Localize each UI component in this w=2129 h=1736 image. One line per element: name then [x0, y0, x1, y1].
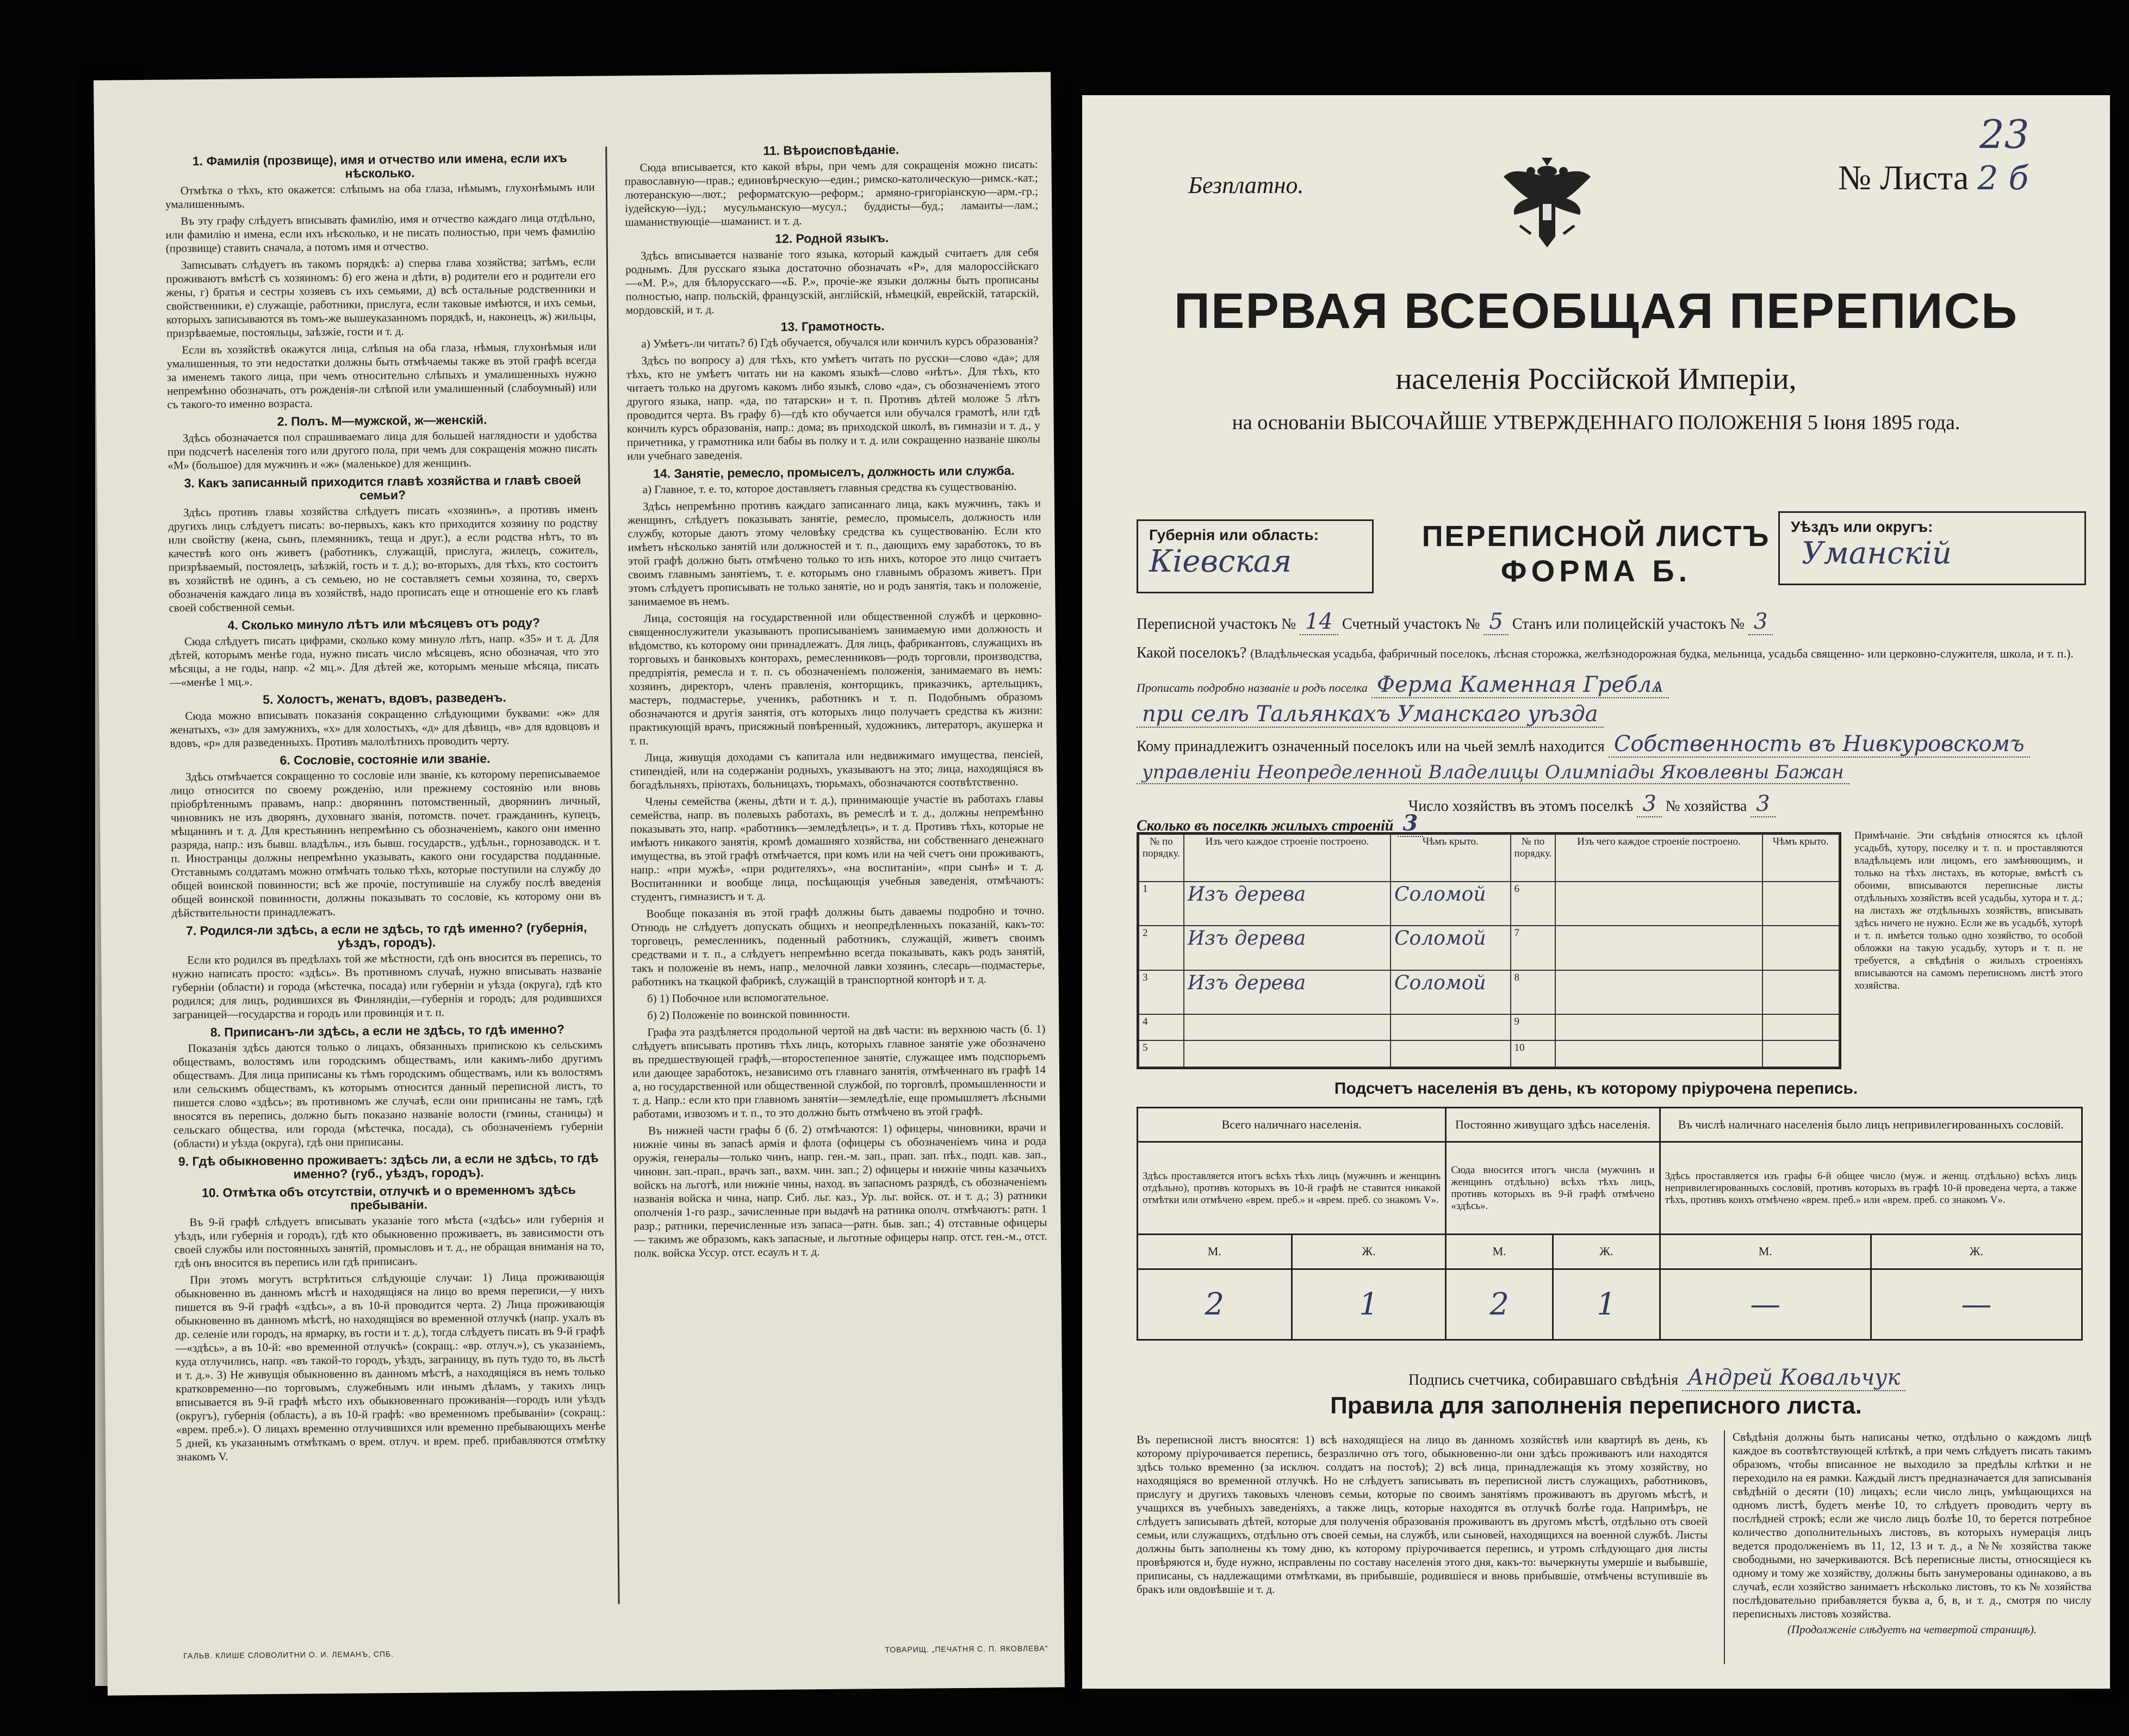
section-paragraph: При этомъ могутъ встрѣтиться слѣдующіе случаи: 1) Лица проживающія обыкновенно въ данномъ мѣстѣ и находящіяся на лицо во время переписи,—у нихъ пишется въ 9-й графѣ «здѣсь», а въ 10-й проводится черта. 2) Лица проживающія обыкновенно въ данномъ мѣстѣ, но находящіяся во временной отлучкѣ (напр. ухалъ въ др. селеніе или городъ, на ярмарку, въ гости и т. д.), тогда слѣдуетъ писать въ 9-й графѣ—«здѣсь», а въ 10-й: «во временной отлучкѣ» (сокращ.: «вр. отлуч.»), съ указаніемъ, куда отлучились, напр. «въ такой-то городъ, уѣздъ, заграницу, въ путь тудо то, въ льстѣ и т. д.». 3) Не живущія обыкновенно въ данномъ мѣстѣ, а находящіяся въ немъ только кратковременно—по торговымъ, служебнымъ или инымъ дѣламъ, у такихъ лицъ вписывается въ 9-й графѣ мѣсто ихъ обыкновеннаго проживанія—городъ или уѣздъ (округъ), губернія (область), а въ 10-й графѣ: «во временномъ пребываніи» (сокращ.: «врем. преб.»). О лицахъ временно отлучившихся или временно пребывающихъ менѣе 5 дней, къ указаннымъ отмѣткамъ о врем. отлуч. и врем. преб. прибавляются отмѣтку знакомъ V.: [175, 1269, 606, 1464]
section-heading: 12. Родной языкъ.: [774, 230, 889, 246]
section-paragraph: Здѣсь обозначается пол спрашиваемаго лица для большей наглядности и удобства при подсчетѣ населенія того или другого пола, при чемъ для сокращенія можно писать «М» (большое) для мужчинъ и «ж» (маленькое) для женщинъ.: [167, 427, 598, 472]
count-nonpriv-f: —: [1871, 1269, 2082, 1340]
owner-label: Кому принадлежитъ означенный поселокъ или на чьей землѣ находится: [1137, 738, 1605, 755]
sex-f-1: Ж.: [1292, 1235, 1446, 1269]
section-heading: 11. Вѣроисповѣданіе.: [763, 142, 899, 158]
building-row: [1139, 1040, 1839, 1067]
sex-m-2: М.: [1446, 1235, 1553, 1269]
section-heading: 5. Холостъ, женатъ, вдовъ, разведенъ.: [263, 690, 506, 707]
count-district-value: 5: [1484, 609, 1508, 635]
section-paragraph: Здѣсь вписывается названіе того языка, который каждый считаетъ для себя роднымъ. Для русскаго языка достаточно обозначать «Р», для малороссійскаго—«М. Р.», для бѣлорусскаго—«Б. Р.», прочіе-же языки должны быть прописаны полностью, напр. польскій, французскій, англійскій, нѣмецкій, еврейскій, татарскій, мордовскій, и т. д.: [625, 245, 1039, 317]
building-material: [1555, 970, 1762, 1014]
section-paragraph: Здѣсь по вопросу а) для тѣхъ, кто умѣетъ читать по русски—слово «да»; для тѣхъ, кто не умѣетъ читать ни на какомъ языкѣ—слово «нѣтъ». Для тѣхъ, кто читаетъ только на другомъ какомъ либо языкѣ, слово «да», съ обозначеніемъ этого другого языка, напр. «да, по татарски» и т. п. Противъ дѣтей моложе 5 лѣтъ проводится черта. Въ графу б)—гдѣ кто обучается или обучался грамотѣ, или гдѣ кончилъ курсъ образованія, напр.: дома; въ приходской школѣ, въ гимназіи и т. д., у причетника, у грамотника или бабы въ полку и т. д. или сокращенно названіе школы или учебнаго заведенія.: [626, 350, 1040, 463]
settlement-line-3: [1137, 702, 1604, 727]
census-district-label: Переписной участокъ №: [1137, 616, 1296, 633]
form-title-line2: ФОРМА Б.: [1500, 554, 1692, 588]
building-material: Изъ дерева: [1184, 926, 1391, 970]
section-paragraph: Здѣсь противъ главы хозяйства слѣдуетъ писать «хозяинъ», а противъ именъ другихъ лицъ слѣдуетъ писать: во-первыхъ, какъ кто приходится хозяину по родству или свойству (жена, сынъ, племянникъ, теща и друг.), а если родства нѣтъ, то въ качествѣ кого онъ живетъ (работникъ, служащій, прислуга, жилецъ, сожитель, призрѣваемый, постоялецъ, заѣзжій, гость и т. д.); во-вторыхъ, для тѣхъ, кто состоитъ въ хозяйствѣ не одинъ, а съ семьею, но не составляетъ семьи хозяина, то, сверхъ обозначенія каждаго лица въ хозяйствѣ, надо прописать еще и отношеніе его къ главѣ своей собственной семьи.: [168, 502, 599, 615]
census-form-page: [1082, 95, 2110, 1689]
gubernia-value: Кіевская: [1149, 544, 1292, 579]
section-paragraph: Показанія здѣсь даются только о лицахъ, обязанныхъ припискою къ сельскимъ обществамъ, волостямъ или городскимъ обществамъ, или какимъ-либо другимъ обществамъ. Для лица приписаны къ тѣмъ городскимъ обществамъ, или къ волостямъ или сельскимъ обществамъ, къ которымъ относится данный переписной листъ, то пишется слово «здѣсь»; въ противномъ же случаѣ, если они приписаны не тамъ, гдѣ вносятся въ перепись, должно быть показано названіе волости (гмины, станицы) и сельскаго общества, или города (мѣстечка, посада), съ обозначеніемъ губерніи (области) и уѣзда (округа), гдѣ они приписаны.: [172, 1038, 603, 1150]
population-count-title: Подсчетъ населенія въ день, къ которому пріурочена перепись.: [1334, 1080, 1858, 1098]
printer-credit-right: ТОВАРИЩ. „ПЕЧАТНЯ С. П. ЯКОВЛЕВА": [885, 1644, 1048, 1654]
instructions-column-2: [624, 138, 1051, 1610]
building-material: [1184, 1040, 1391, 1067]
bld-col-no: № по порядку.: [1139, 834, 1184, 882]
district-line: [1137, 609, 1773, 634]
building-roof: [1762, 1014, 1839, 1041]
settlement-hint-2: Прописать подробно названіе и родъ поселка: [1137, 681, 1368, 695]
free-label: Безплатно.: [1188, 172, 1304, 199]
list-number: [1838, 158, 2028, 198]
building-number: 7: [1511, 926, 1556, 970]
count-col-present: Всего наличнаго населенія.: [1138, 1108, 1446, 1142]
sex-f-3: Ж.: [1871, 1235, 2082, 1269]
building-roof: [1391, 1040, 1511, 1067]
population-count-table: [1137, 1107, 2083, 1341]
count-desc-resident: Сюда вносится итогъ числа (мужчинъ и женщинъ отдѣльно) всѣхъ тѣхъ лицъ, противъ которыхъ въ 9-й графѣ отмѣчено «здѣсь».: [1446, 1142, 1660, 1235]
section-paragraph: Если въ хозяйствѣ окажутся лица, слѣпыя на оба глаза, нѣмыя, глухонѣмыя или умалишенныя, то эти недостатки должны быть отмѣчаемы также въ этой графѣ всегда за именемъ такого лица, при чемъ относительно слѣпыхъ и умалишенныхъ нужно непремѣнно обозначать, отъ рожденія-ли слѣпой или умалишенный (слабоумный) или съ такого-то именно возраста.: [166, 339, 597, 411]
settlement-line: [1137, 644, 2074, 662]
count-resident-f: 1: [1553, 1269, 1660, 1340]
buildings-label: Сколько въ поселкѣ жилыхъ строеній: [1137, 817, 1394, 834]
census-title: ПЕРВАЯ ВСЕОБЩАЯ ПЕРЕПИСЬ: [1174, 283, 2019, 339]
sex-m-1: М.: [1138, 1235, 1292, 1269]
section-heading: 9. Гдѣ обыкновенно проживаетъ: здѣсь ли, а если не здѣсь, то гдѣ именно? (губ., уѣздъ, городъ).: [178, 1150, 599, 1181]
building-material: [1184, 1014, 1391, 1041]
gubernia-label: Губернія или область:: [1149, 526, 1319, 543]
section-paragraph: Здѣсь непремѣнно противъ каждаго записаннаго лица, какъ мужчинъ, такъ и женщинъ, слѣдуетъ показывать занятіе, ремесло, промыселъ, должность или службу, которые даютъ этому человѣку средства къ существованію. Если кто имѣетъ нѣсколько занятій или должностей и т. п., дающихъ ему заработокъ, то въ этой графѣ должно быть отмѣчено только то изъ нихъ, которое это лицо считаетъ своимъ главнымъ занятіемъ, т. е. которымъ оно главнымъ образомъ живетъ. При этомъ слѣдуетъ прописывать не только занятіе, но и родъ занятія, такъ и положеніе, занимаемое въ немъ.: [628, 496, 1042, 609]
column-divider: [605, 147, 619, 1604]
settlement-label: Какой поселокъ?: [1137, 644, 1247, 661]
section-paragraph: б) 2) Положеніе по воинской повинности.: [647, 1007, 851, 1022]
section-paragraph: Вообще показанія въ этой графѣ должны быть даваемы подробно и точно. Отнюдь не слѣдуетъ допускать общихъ и неопредѣленныхъ показаній, какъ-то: торговецъ, ремесленникъ, поденный работникъ, служащій, живетъ своимъ средствами и т. п., а слѣдуетъ непремѣнно всегда показывать, какъ родъ занятій, такъ и положеніе въ немъ, напр., мелочной лавки хозяинъ, слесарь—подмастерье, работникъ на ткацкой фабрикѣ, служащій в транспортной конторѣ и т. д.: [631, 903, 1045, 989]
section-paragraph: Отмѣтка о тѣхъ, кто окажется: слѣпымъ на оба глаза, нѣмымъ, глухонѣмымъ или умалишеннымъ.: [165, 180, 595, 211]
section-paragraph: Члены семейства (жены, дѣти и т. д.), принимающіе участіе въ работахъ главы семейства, напр. въ полевыхъ работахъ, въ ремеслѣ и т. д., должны непремѣнно показывать это, напр. «работникъ—земледѣлецъ», и т. д. Противъ тѣхъ, которые не имѣютъ никакого занятія, кромѣ домашняго хозяйства, ни собственнаго денежнаго имущества, въ этой графѣ отмѣчается, при комъ или на чей счетъ они проживаютъ, напр.: «при мужѣ», «при родителяхъ», «на воспитаніи», «при сынѣ» и т. д. Воспитанники и вообще лица, посѣщающія учебныя заведенія, отмѣчаютъ: студентъ, гимназистъ и т. д.: [630, 791, 1045, 904]
section-paragraph: Сюда слѣдуетъ писать цифрами, сколько кому минуло лѣтъ, напр. «35» и т. д. Для дѣтей, которымъ менѣе года, нужно писать число мѣсяцевъ, ясно обозначая, что это мѣсяцы, а не годы, напр. «2 мц.». Для дѣтей же, которымъ меньше мѣсяца, писать—«менѣе 1 мц.».: [169, 631, 599, 689]
section-paragraph: Графа эта раздѣляется продольной чертой на двѣ части: въ верхнюю часть (б. 1) слѣдуетъ вписывать противъ тѣхъ лицъ, которыхъ главное занятіе уже обозначено въ предшествующей графѣ,—второстепенное занятіе, служащее имъ подспорьемъ или дающее заработокъ, независимо отъ главнаго занятія, отмѣченнаго въ графѣ 14 а, но государственной или общественной службой, по торговлѣ, промышленности и т. д. Напр.: если кто при главномъ занятіи—земледѣліе, еще промышляетъ лѣсными работами, извозомъ и т. п., то это должно быть отмѣчено въ этой графѣ.: [632, 1022, 1046, 1121]
settlement-line-2: [1137, 672, 1669, 697]
buildings-value: 3: [1398, 810, 1424, 837]
signature-value: Андрей Ковальчук: [1682, 1365, 1905, 1391]
building-number: 9: [1511, 1014, 1556, 1041]
building-row: [1139, 882, 1839, 926]
building-number: 8: [1511, 970, 1556, 1014]
section-paragraph: Здѣсь отмѣчается сокращенно то сословіе или званіе, къ которому переписываемое лицо относится по своему рожденію, или прежнему состоянію или вновь пріобрѣтеннымъ правамъ, напр.: дворянинъ потомственный, дворянинъ личный, чиновникъ не изъ дворянъ, духовнаго званія, потомств. почет. гражданинъ, купецъ, мѣщанинъ и т. д. Для крестьянинъ непремѣнно съ обозначеніемъ, какого они именно разряда, напр.: изъ бывш. владѣльч., изъ бывш. государств., удѣльн., горнозаводск. и т. п. Иностранцы должны непремѣнно указывать, какого они государства подданные. Отставнымъ солдатамъ можно отмѣчать только тѣхъ, которые поступили на службу до общей воинской повинности; всѣ же прочіе, поступившіе на службу послѣ введенія общей воинской повинности, должны показывать то сословіе, къ которому они въ дѣйствительности принадлежатъ.: [170, 766, 601, 920]
count-desc-nonprivileged: Здѣсь проставляется изъ графы 6-й общее число (муж. и женщ. отдѣльно) всѣхъ лицъ непривилегированныхъ сословій, противъ которыхъ въ графѣ 10-й проведена черта, а также тѣхъ, противъ коихъ отмѣчено «врем. преб.» или «врем. преб. со знакомъ V».: [1660, 1142, 2082, 1235]
stan-value: 3: [1748, 609, 1773, 635]
household-no-value: 3: [1751, 791, 1775, 817]
double-headed-eagle-emblem: [1498, 155, 1596, 250]
uezd-value: Уманскій: [1802, 536, 1952, 571]
stan-label: Станъ или полицейскій участокъ №: [1512, 616, 1745, 633]
section-paragraph: Сюда вписывается, кто какой вѣры, при чемъ для сокращенія можно писать: православную—прав.; единовѣрческую—един.; римско-католическую—римск.-кат.; лютеранскую—лют.; реформатскую—реформ.; армяно-григоріанскую—арм.-гр.; іудейскую—іуд.; мусульманскую—мусул.; буддисты—буд.; ламаиты—лам.; шаманиствующіе—шаманист. и т. д.: [624, 157, 1039, 229]
owner-value-2: управленіи Неопределенной Владелицы Олимпіады Яковлевны Бажан: [1137, 761, 1849, 784]
section-paragraph: Записывать слѣдуетъ въ такомъ порядкѣ: а) сперва глава хозяйства; затѣмъ, если проживаютъ вмѣстѣ съ хозяиномъ: б) его жена и дѣти, в) родители его и родители его жены, г) братья и сестры хозяевъ съ ихъ семьями, д) всѣ остальные родственники и свойственники, е) служащіе, работники, прислуга, если таковые имѣются, и ихъ семьи, которыхъ записываются въ томъ-же вышеуказанномъ порядкѣ, и, наконецъ, ж) жильцы, призрѣваемые, постояльцы, заѣзжіе, гости и т. д.: [166, 255, 596, 340]
instructions-page: [94, 72, 1065, 1695]
owner-value-1: Собственность въ Нивкуровскомъ: [1609, 731, 2030, 758]
list-number-label: № Листа: [1838, 158, 1969, 197]
section-heading: 14. Занятіе, ремесло, промыселъ, должность или служба.: [653, 463, 1015, 481]
section-heading: 10. Отмѣтка объ отсутствіи, отлучкѣ и о временномъ здѣсь пребываніи.: [201, 1182, 576, 1212]
bld-col-material: Изъ чего каждое строеніе построено.: [1184, 834, 1391, 882]
corner-page-number: 23: [1979, 111, 2029, 157]
building-material: Изъ дерева: [1184, 970, 1391, 1014]
form-title-line1: ПЕРЕПИСНОЙ ЛИСТЪ: [1422, 520, 1771, 553]
section-heading: 2. Полъ. М—мужской, ж—женскій.: [277, 412, 487, 429]
count-nonpriv-m: —: [1660, 1269, 1871, 1340]
census-district-value: 14: [1300, 609, 1338, 635]
building-row: [1139, 970, 1839, 1014]
count-resident-m: 2: [1446, 1269, 1553, 1340]
rules-right-text: Свѣдѣнія должны быть написаны четко, отдѣльно о каждомъ лицѣ каждое въ соотвѣтствующей клѣткѣ, а при чемъ слѣдуетъ писать такимъ образомъ, чтобы вписанное не выходило за предѣлы клѣтки и не переходило на ея рамки. Каждый листъ предназначается для записыванія свѣдѣній о десяти (10) лицахъ; если число лицъ, умѣщающихся на одномъ листѣ, будетъ менѣе 10, то слѣдуетъ проводить черту въ послѣдней строкѣ; если же число лицъ болѣе 10, то берется потребное количество дополнительныхъ листовъ, въ которыхъ нумерація лицъ ведется продолженіемъ въ 11, 12, 13 и т. д., а №№ хозяйства также свободными, но зачеркиваются. Всѣ переписные листы, относящіеся къ одному и тому же хозяйству, должны быть занумерованы одинаково, а въ случаѣ, если хозяйство занимаетъ нѣсколько листовъ, то къ № хозяйства послѣдовательно прибавляется буква а, б, в, и т. д., смотря по числу переписныхъ листовъ хозяйства.: [1733, 1430, 2091, 1620]
households-value: 3: [1637, 791, 1661, 817]
section-paragraph: б) 1) Побочное или вспомогательное.: [647, 990, 829, 1005]
section-heading: 13. Грамотность.: [780, 319, 885, 334]
rules-title: Правила для заполненія переписного листа.: [1330, 1392, 1862, 1419]
households-line: [1408, 791, 1776, 816]
section-paragraph: Въ 9-й графѣ слѣдуетъ вписывать указаніе того мѣста («здѣсь» или губернія и уѣздъ, или губернія и городъ), гдѣ кто обыкновенно проживаетъ, въ зависимости отъ своей службы или постоянныхъ занятій, промысловъ и т. д., не обращая вниманія на то, гдѣ онъ вносится въ перепись или гдѣ приписанъ.: [174, 1212, 604, 1270]
section-heading: 3. Какъ записанный приходится главѣ хозяйства и главѣ своей семьи?: [184, 472, 581, 503]
section-heading: 1. Фамилія (прозвище), имя и отчество или имена, если ихъ нѣсколько.: [192, 151, 567, 181]
building-roof: [1762, 1040, 1839, 1067]
section-paragraph: Лица, живущія доходами съ капитала или недвижимаго имущества, пенсіей, стипендіей, или на содержаніи родныхъ, указываютъ на это; лица, находящіяся въ богадѣльняхъ, пріютахъ, больницахъ, тюрьмахъ, обозначаются соотвѣтственно.: [630, 747, 1044, 792]
section-heading: 4. Сколько минуло лѣтъ или мѣсяцевъ отъ роду?: [227, 615, 541, 633]
section-paragraph: а) Умѣетъ-ли читать? б) Гдѣ обучается, обучался или кончилъ курсъ образованія?: [641, 333, 1039, 350]
section-paragraph: Если кто родился въ предѣлахъ той же мѣстности, гдѣ онъ вносится въ перепись, то нужно написать просто: «здѣсь». Въ противномъ случаѣ, нужно вписывать названіе губерніи (области) и города (мѣстечка, посада) или губерніи и уѣзда (округа), гдѣ кто родился; для лицъ, родившихся въ Финляндіи,—губернія и городъ; для родившихся заграницей—государства и городъ или провинція и т. п.: [172, 950, 602, 1021]
enumerator-signature: [1408, 1365, 1905, 1390]
count-district-label: Счетный участокъ №: [1342, 616, 1480, 633]
section-paragraph: а) Главное, т. е. то, которое доставляетъ главныя средства къ существованію.: [642, 479, 1017, 496]
building-roof: [1762, 970, 1839, 1014]
list-number-value: 2 б: [1977, 159, 2029, 197]
building-material: Изъ дерева: [1184, 882, 1391, 926]
building-material: [1555, 1040, 1762, 1067]
owner-line-2: [1137, 761, 1849, 783]
section-paragraph: Лица, состоящія на государственной или общественной службѣ и церковно-священнослужители указываютъ прописываніемъ занимаемую ими должность и вѣдомство, къ которому они принадлежатъ. Для лицъ, фабрикантовъ, служащихъ въ торговыхъ и банковыхъ конторахъ, ремесленниковъ—родъ торговли, производства, предпріятія, ремесла и т. п. съ обозначеніемъ положенія, занимаемаго въ немъ: хозяинъ, директоръ, членъ правленія, конторщикъ, приказчикъ, артельщикъ, мастеръ, подмастерье, ученикъ, работникъ и т. п. Подобнымъ образомъ обозначаются и другія занятія, отъ которыхъ лицо получаетъ средства къ жизни: практикующій врачъ, присяжный повѣренный, художникъ, литераторъ, акушерка и т. п.: [628, 608, 1043, 748]
building-roof: [1391, 1014, 1511, 1041]
section-paragraph: Въ нижней части графы б (б. 2) отмѣчаются: 1) офицеры, чиновники, врачи и нижніе чины въ запасѣ армія и флота (офицеры съ обозначеніемъ чина и рода оружія, генералы—только чинъ, напр. ген.-м. зап., прап. зап. пѣх., подп. кав. зап., чиновн. зап.-прап., врачъ зап., вахм. чин. зап.; 2) офицеры и нижніе чины казачьихъ войскъ на льготѣ, или нижніе чины, наход. въ запасномъ разрядѣ, съ обозначеніемъ названія войска и чина, напр. Сиб. льг. каз., Ур. льг. войск. от. и т. д.; 3) ратники ополченія 1-го разр., зачисленные при выдачѣ на ратника ополч. отмѣчаютъ: ратн. 1 разр.; ратники, перечисленные изъ запаса—ратн. быв. зап.; 4) отставные офицеры — такимъ же образомъ, какъ запасные, и льготные офицеры напр. отст. ген.-м., отст. полк. войска Уссур. отст. есаулъ и т. д.: [633, 1120, 1047, 1260]
sex-f-2: Ж.: [1553, 1235, 1660, 1269]
count-present-m: 2: [1138, 1269, 1292, 1340]
building-roof: Соломой: [1391, 970, 1511, 1014]
settlement-hint: (Владѣльческая усадьба, фабричный поселокъ, лѣсная сторожка, желѣзнодорожная будка, мельница, усадьба священно- или церковно-служителя, школа, и т. п.).: [1250, 647, 2074, 660]
building-number: 6: [1511, 882, 1556, 926]
bld-col-material-2: Изъ чего каждое строеніе построено.: [1555, 834, 1762, 882]
section-paragraph: Сюда можно вписывать показанія сокращенно слѣдующими буквами: «ж» для женатыхъ, «з» для замужнихъ, «х» для холостыхъ, «д» для дѣвицъ, «в» для вдовцовъ и вдовъ, «р» для разведенныхъ. Противъ малолѣтнихъ проводить черту.: [170, 705, 600, 750]
section-paragraph: Въ эту графу слѣдуетъ вписывать фамилію, имя и отчество каждаго лица отдѣльно, или фамилію и имена, если ихъ нѣсколько, и не писать полностью, при чемъ фамилію (прозвище) ставить сначала, а потомъ имя и отчество.: [165, 210, 595, 255]
building-roof: [1762, 926, 1839, 970]
building-material: [1555, 1014, 1762, 1041]
building-number: 1: [1139, 882, 1184, 926]
bld-col-roof-2: Чѣмъ крыто.: [1762, 834, 1839, 882]
bld-col-roof: Чѣмъ крыто.: [1391, 834, 1511, 882]
household-no-label: № хозяйства: [1665, 798, 1747, 815]
building-material: [1555, 882, 1762, 926]
section-heading: 8. Приписанъ-ли здѣсь, а если не здѣсь, то гдѣ именно?: [210, 1022, 565, 1039]
buildings-note: Примѣчаніе. Эти свѣдѣнія относятся къ цѣлой усадьбѣ, хутору, поселку и т. п. и проставляются владѣльцемъ или лицомъ, его замѣняющимъ, и только на тѣхъ листахъ, въ которые, вмѣстѣ съ обоими, вписываются переписные листы отдѣльныхъ хозяйствъ всей усадьбы, хутора и т. д.; на листахъ же отдѣльныхъ хозяйствъ, вписывать здѣсь ничего не нужно. Если же въ усадьбѣ, хуторѣ и т. п. имѣется только одно хозяйство, то особой обложки на такую усадьбу, хуторъ и т. п. не требуется, а свѣдѣнія о жилыхъ строеніяхъ вписываются на самомъ переписномъ листѣ этого хозяйства.: [1854, 830, 2083, 991]
rules-left-column: Въ переписной листъ вносятся: 1) всѣ находящіеся на лицо въ данномъ хозяйствѣ или квартирѣ въ день, къ которому пріурочивается перепись, безразлично отъ того, обыкновенно-ли они здѣсь проживаютъ или находятся здѣсь только временно (за исключ. солдатъ на постоѣ); 2) всѣ лица, принадлежащія къ этому хозяйству, но находящіяся во временной отлучкѣ. Но не слѣдуетъ записывать въ переписной листъ служащихъ, работниковъ, прислугу и другихъ таковыхъ членовъ семьи, которые по своимъ занятіямъ проживаютъ въ другомъ мѣстѣ, и учащихся въ учебныхъ заведеніяхъ, а также лицъ, которые находятся въ отлучкѣ болѣе года. Напримѣръ, не слѣдуетъ записывать дѣтей, которые для полученія образованія проживаютъ въ другомъ мѣстѣ, отдѣльно отъ своей семьи, или служащихъ, отдѣльно отъ своей семьи, на службѣ, или сыновей, находящихся на военной службѣ. Листы должны быть заполнены къ тому дню, къ которому пріурочивается перепись, и утромъ слѣдующаго дня листы провѣряются и, буде нужно, исправлены по составу населенія этого дня, какъ-то: вычеркнуты умершіе и выбывшіе, приписаны, съ надлежащими отмѣтками, въ прибывшіе, родившіеся и вновь прибывшіе, отмѣчены вступившіе въ бракъ или овдовѣвшіе и т. д.: [1137, 1433, 1708, 1596]
households-label: Число хозяйствъ въ этомъ поселкѣ: [1408, 798, 1634, 815]
rules-right-column: [1724, 1430, 2091, 1664]
count-present-f: 1: [1292, 1269, 1446, 1340]
building-number: 2: [1139, 926, 1184, 970]
census-subtitle: населенія Россійской Имперіи,: [1395, 362, 1797, 396]
section-heading: 7. Родился-ли здѣсь, а если не здѣсь, то гдѣ именно? (губернія, уѣздъ, городъ).: [185, 920, 587, 950]
uezd-box: [1778, 511, 2086, 585]
building-number: 4: [1139, 1014, 1184, 1041]
section-heading: 6. Сословіе, состояніе или званіе.: [280, 751, 491, 767]
building-number: 5: [1139, 1040, 1184, 1067]
building-row: [1139, 926, 1839, 970]
building-number: 3: [1139, 970, 1184, 1014]
count-col-nonprivileged: Въ числѣ наличнаго населенія было лицъ непривилегированныхъ сословій.: [1660, 1108, 2082, 1142]
sex-m-3: М.: [1660, 1235, 1871, 1269]
count-col-resident: Постоянно живущаго здѣсь населенія.: [1446, 1108, 1660, 1142]
signature-label: Подпись счетчика, собиравшаго свѣдѣнія: [1408, 1372, 1679, 1388]
building-roof: Соломой: [1391, 882, 1511, 926]
settlement-value-1: Ферма Каменная Греблѧ: [1371, 672, 1669, 698]
building-number: 10: [1511, 1040, 1556, 1067]
building-roof: [1762, 882, 1839, 926]
building-material: [1555, 926, 1762, 970]
continued-note: (Продолженіе слѣдуетъ на четвертой страницѣ).: [1787, 1623, 2037, 1636]
census-basis: на основаніи ВЫСОЧАЙШЕ УТВЕРЖДЕННАГО ПОЛОЖЕНІЯ 5 Іюня 1895 года.: [1232, 411, 1960, 434]
bld-col-no-2: № по порядку.: [1511, 834, 1556, 882]
instructions-column-1: [165, 147, 607, 1619]
printer-credit-left: ГАЛЬВ. КЛИШЕ СЛОВОЛИТНИ О. И. ЛЕМАНЪ, СПБ.: [183, 1650, 394, 1660]
count-desc-present: Здѣсь проставляется итогъ всѣхъ тѣхъ лицъ (мужчинъ и женщинъ отдѣльно), противъ которыхъ въ 10-й графѣ не ставится никакой отмѣтки или отмѣчено «врем. преб.» и «врем. преб. со знакомъ V».: [1138, 1142, 1446, 1235]
buildings-table: [1137, 832, 1841, 1069]
owner-line: [1137, 731, 2030, 757]
building-row: [1139, 1014, 1839, 1041]
uezd-label: Уѣздъ или округъ:: [1791, 518, 1933, 535]
building-roof: Соломой: [1391, 926, 1511, 970]
settlement-value-2: при селѣ Тальянкахъ Уманскаго уѣзда: [1137, 702, 1604, 728]
